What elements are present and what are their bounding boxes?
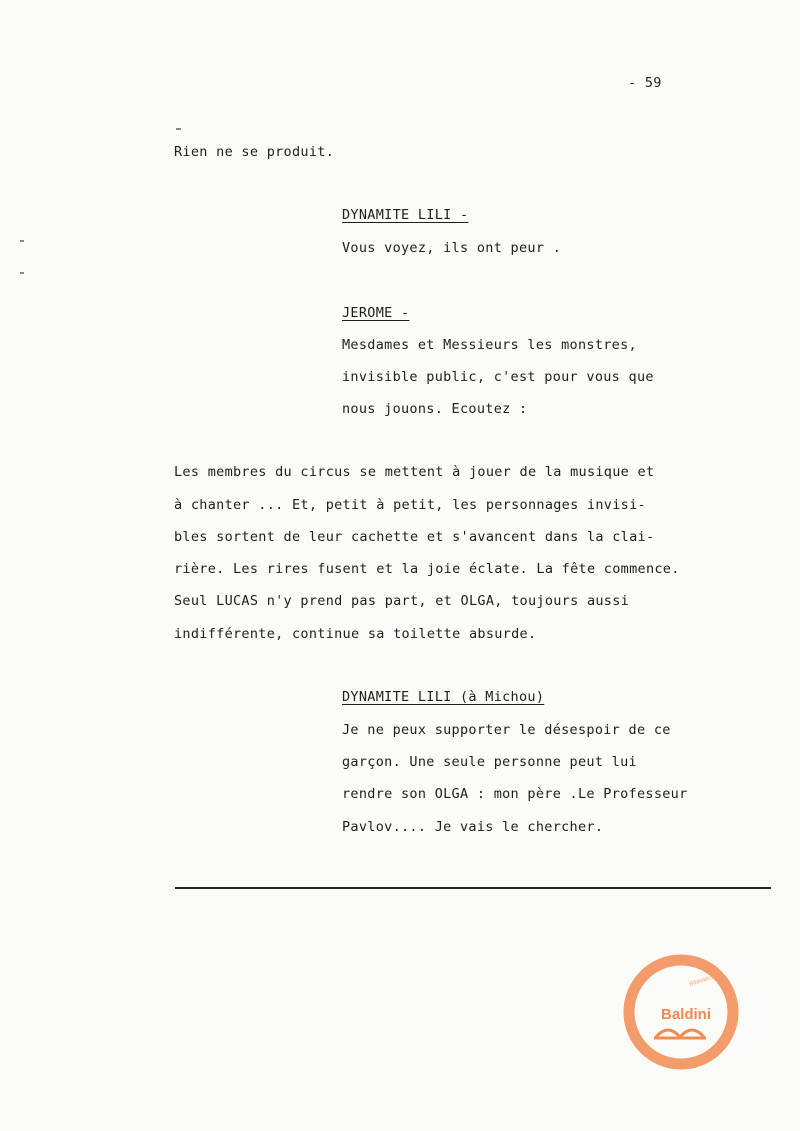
speaker-name: DYNAMITE LILI - [342, 207, 469, 223]
stage-direction: indifférente, continue sa toilette absurde. [174, 626, 537, 642]
stage-direction: Rien ne se produit. [174, 144, 335, 160]
speaker-name: DYNAMITE LILI (à Michou) [342, 689, 545, 705]
dialogue-line: nous jouons. Ecoutez : [342, 401, 528, 417]
horizontal-rule [175, 887, 771, 889]
stage-direction: Seul LUCAS n'y prend pas part, et OLGA, toujours aussi [174, 593, 630, 609]
dialogue-line: garçon. Une seule personne peut lui [342, 754, 637, 770]
dialogue-line: Mesdames et Messieurs les monstres, [342, 337, 637, 353]
paper-speck [20, 272, 24, 274]
dialogue-line: Je ne peux supporter le désespoir de ce [342, 722, 671, 738]
stage-direction: rière. Les rires fusent et la joie éclate. La fête commence. [174, 561, 680, 577]
library-stamp [622, 953, 740, 1071]
stage-direction: bles sortent de leur cachette et s'avancent dans la clai- [174, 529, 655, 545]
dialogue-line: invisible public, c'est pour vous que [342, 369, 654, 385]
svg-text:Biblioteca: Biblioteca [688, 974, 716, 988]
baldini-logo-icon [622, 953, 740, 1071]
dialogue-line: rendre son OLGA : mon père .Le Professeur [342, 786, 688, 802]
dialogue-line: Pavlov.... Je vais le chercher. [342, 819, 604, 835]
speaker-name: JEROME - [342, 305, 410, 321]
paper-speck [20, 240, 24, 242]
page-number: - 59 [628, 75, 662, 91]
svg-text:Baldini: Baldini [661, 1006, 712, 1023]
stage-direction: à chanter ... Et, petit à petit, les personnages invisi- [174, 497, 646, 513]
paper-speck [176, 128, 181, 130]
dialogue-line: Vous voyez, ils ont peur . [342, 240, 562, 256]
stage-direction: Les membres du circus se mettent à jouer de la musique et [174, 464, 655, 480]
